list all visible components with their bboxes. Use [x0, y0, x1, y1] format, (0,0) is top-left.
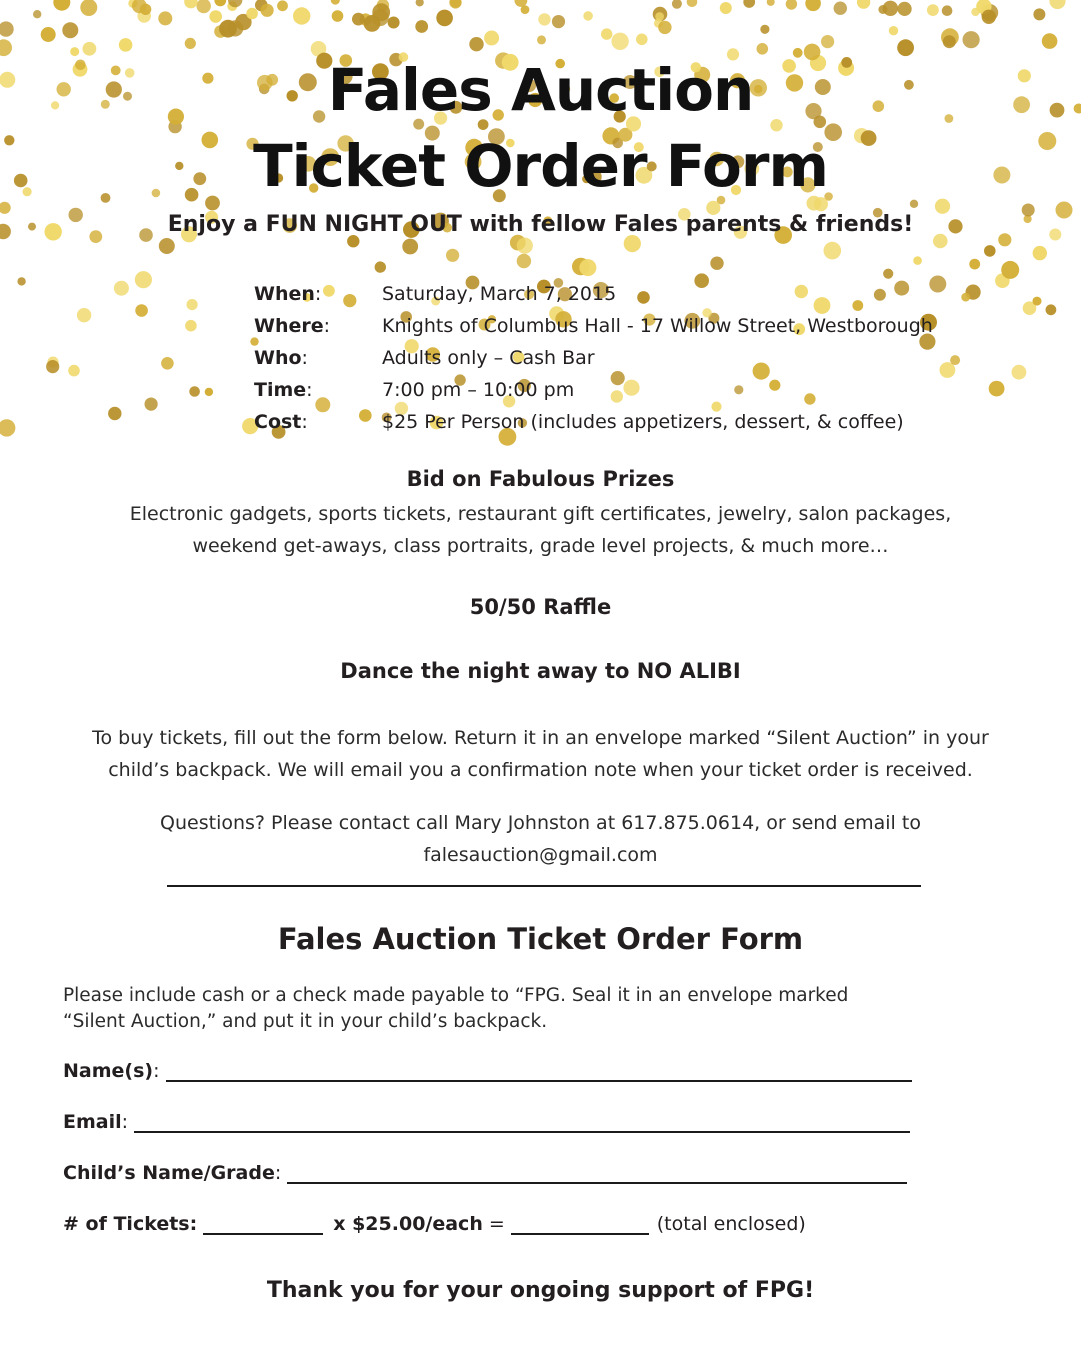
child-name-grade-label: Child’s Name/Grade — [63, 1162, 275, 1184]
detail-label: Time — [254, 379, 307, 401]
equals-sign: = — [488, 1213, 505, 1235]
detail-label: Who — [254, 347, 302, 369]
prizes-line-2: weekend get-aways, class portraits, grade level projects, & much more… — [192, 535, 889, 557]
thank-you-message: Thank you for your ongoing support of FPG! — [266, 1278, 815, 1303]
detail-row-who: Who: Adults only – Cash Bar — [254, 342, 933, 374]
page-title-line-2: Ticket Order Form — [253, 132, 828, 200]
child-field: Child’s Name/Grade : — [63, 1162, 907, 1184]
prizes-heading: Bid on Fabulous Prizes — [406, 467, 675, 491]
email-input-line[interactable] — [134, 1111, 910, 1133]
detail-label: When — [254, 283, 315, 305]
name-input-line[interactable] — [166, 1060, 912, 1082]
price-label: x $25.00/each — [333, 1213, 483, 1235]
detail-row-where: Where: Knights of Columbus Hall - 17 Willow Street, Westborough — [254, 310, 933, 342]
detail-label: Where — [254, 315, 324, 337]
raffle-heading: 50/50 Raffle — [469, 595, 612, 619]
name-label: Name(s) — [63, 1060, 154, 1082]
detail-value: $25 Per Person (includes appetizers, dessert, & coffee) — [382, 411, 904, 433]
event-details — [254, 278, 933, 438]
instructions-line-2: child’s backpack. We will email you a confirmation note when your ticket order is received. — [108, 759, 973, 781]
form-note-line-2: “Silent Auction,” and put it in your child’s backpack. — [63, 1011, 548, 1032]
email-field: Email : — [63, 1111, 910, 1133]
detail-value: Saturday, March 7, 2015 — [382, 283, 617, 305]
instructions-line-1: To buy tickets, fill out the form below. Return it in an envelope marked “Silent Auction” in your — [92, 727, 989, 749]
total-input-line[interactable] — [511, 1213, 649, 1235]
page-title-line-1: Fales Auction — [327, 56, 754, 124]
contact-email: falesauction@gmail.com — [423, 844, 658, 866]
name-field: Name(s) : — [63, 1060, 912, 1082]
event-tagline: Enjoy a FUN NIGHT OUT with fellow Fales parents & friends! — [167, 212, 914, 237]
tickets-label: # of Tickets: — [63, 1213, 198, 1235]
email-label: Email — [63, 1111, 122, 1133]
detail-row-cost: Cost: $25 Per Person (includes appetizers, dessert, & coffee) — [254, 406, 933, 438]
form-title: Fales Auction Ticket Order Form — [277, 922, 804, 956]
form-note-line-1: Please include cash or a check made payable to “FPG. Seal it in an envelope marked — [63, 985, 849, 1006]
form-note — [63, 983, 993, 1035]
detail-value: 7:00 pm – 10:00 pm — [382, 379, 575, 401]
tickets-count-input-line[interactable] — [203, 1213, 323, 1235]
section-divider — [167, 885, 921, 887]
detail-row-time: Time: 7:00 pm – 10:00 pm — [254, 374, 933, 406]
child-name-grade-input-line[interactable] — [287, 1162, 907, 1184]
detail-row-when: When: Saturday, March 7, 2015 — [254, 278, 933, 310]
detail-value: Knights of Columbus Hall - 17 Willow Street, Westborough — [382, 315, 933, 337]
questions-line: Questions? Please contact call Mary Johnston at 617.875.0614, or send email to — [160, 812, 921, 834]
detail-label: Cost — [254, 411, 302, 433]
dance-heading: Dance the night away to NO ALIBI — [340, 659, 741, 683]
tickets-field — [63, 1213, 806, 1235]
prizes-line-1: Electronic gadgets, sports tickets, restaurant gift certificates, jewelry, salon packages, — [129, 503, 952, 525]
total-enclosed-label: (total enclosed) — [656, 1213, 806, 1235]
detail-value: Adults only – Cash Bar — [382, 347, 595, 369]
